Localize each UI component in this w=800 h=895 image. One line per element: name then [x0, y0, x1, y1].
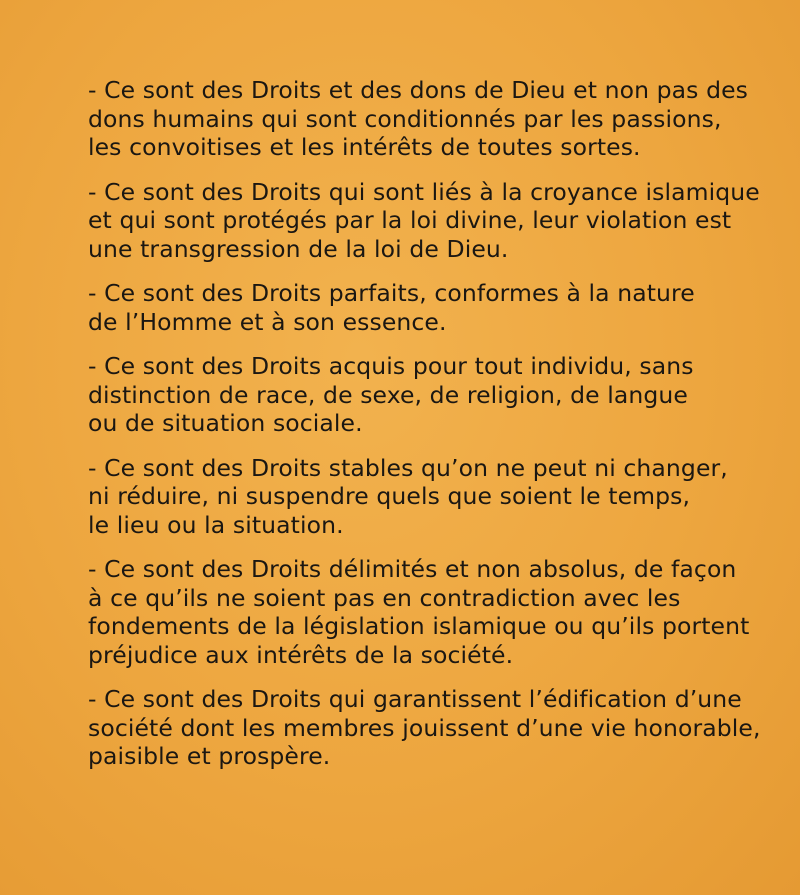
text-line: distinction de race, de sexe, de religion, de langue — [88, 380, 688, 409]
paragraph-7 — [88, 685, 778, 771]
text-line: dons humains qui sont conditionnés par les passions, — [88, 104, 722, 133]
text-line: - Ce sont des Droits qui garantissent l’édification d’une — [88, 685, 742, 713]
text-line: fondements de la législation islamique ou qu’ils portent — [88, 612, 750, 640]
paragraph-5 — [88, 454, 778, 540]
text-line: les convoitises et les intérêts de toutes sortes. — [88, 133, 641, 161]
paragraph-2 — [88, 178, 778, 264]
text-line: - Ce sont des Droits qui sont liés à la croyance islamique — [88, 177, 760, 206]
paragraph-1 — [88, 76, 778, 162]
text-line: de l’Homme et à son essence. — [88, 307, 447, 336]
text-line: - Ce sont des Droits acquis pour tout individu, sans — [88, 352, 694, 380]
text-line: paisible et prospère. — [88, 742, 331, 770]
text-line: préjudice aux intérêts de la société. — [88, 640, 514, 669]
text-line: - Ce sont des Droits délimités et non absolus, de façon — [88, 555, 737, 583]
text-line: le lieu ou la situation. — [88, 510, 344, 539]
paragraph-3 — [88, 279, 778, 336]
text-line: une transgression de la loi de Dieu. — [88, 234, 509, 263]
document-page — [88, 76, 778, 787]
text-line: - Ce sont des Droits parfaits, conformes à la nature — [88, 279, 695, 307]
text-line: - Ce sont des Droits stables qu’on ne peut ni changer, — [88, 453, 728, 482]
text-line: société dont les membres jouissent d’une vie honorable, — [88, 713, 761, 742]
paragraph-6 — [88, 555, 778, 669]
text-line: ni réduire, ni suspendre quels que soient le temps, — [88, 482, 691, 510]
text-line: ou de situation sociale. — [88, 409, 363, 437]
text-line: et qui sont protégés par la loi divine, leur violation est — [88, 206, 732, 234]
text-line: - Ce sont des Droits et des dons de Dieu et non pas des — [88, 76, 748, 104]
text-line: à ce qu’ils ne soient pas en contradiction avec les — [88, 583, 681, 612]
paragraph-4 — [88, 352, 778, 438]
